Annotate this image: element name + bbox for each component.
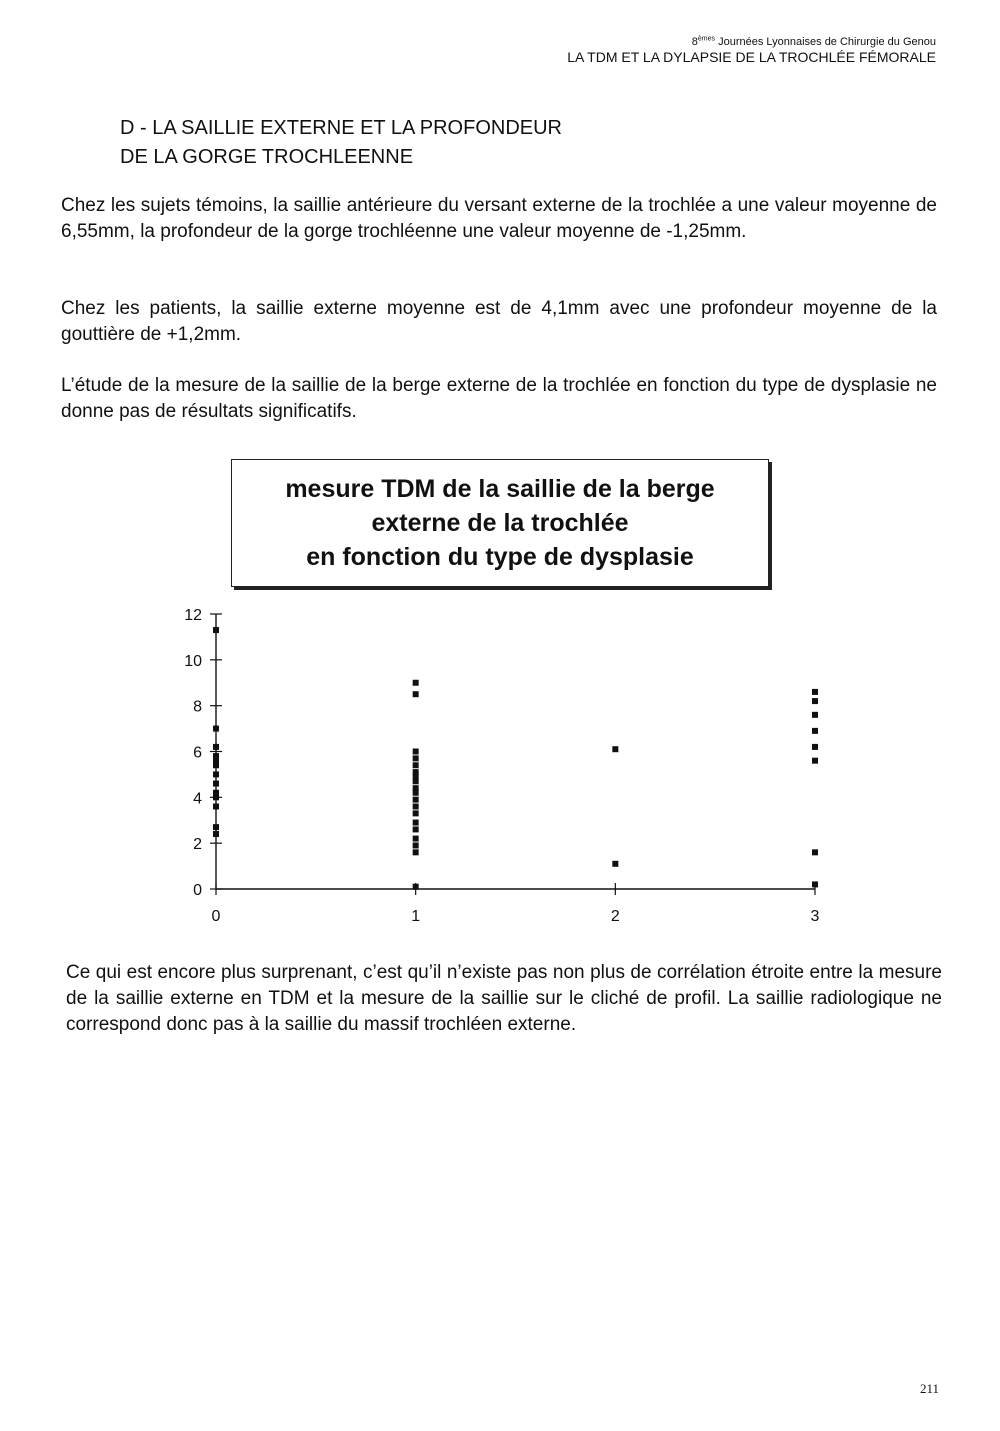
data-point xyxy=(413,826,419,832)
x-tick-label: 3 xyxy=(810,908,820,925)
running-header-title: LA TDM ET LA DYLAPSIE DE LA TROCHLÉE FÉMORALE xyxy=(567,48,936,65)
data-point xyxy=(213,824,219,830)
data-point xyxy=(812,712,818,718)
data-point xyxy=(612,861,618,867)
page-number: 211 xyxy=(920,1381,940,1396)
y-tick-label: 0 xyxy=(193,882,202,899)
chart-title-line: mesure TDM de la saillie de la berge xyxy=(285,475,715,503)
y-tick-label: 4 xyxy=(193,790,202,808)
y-tick-label: 2 xyxy=(193,836,202,854)
data-point xyxy=(413,790,419,796)
data-point xyxy=(413,810,419,816)
section-heading-line: DE LA GORGE TROCHLEENNE xyxy=(120,146,414,168)
data-point xyxy=(812,849,818,855)
x-tick-label: 0 xyxy=(211,908,221,925)
data-point xyxy=(413,849,419,855)
data-point xyxy=(213,831,219,837)
data-point xyxy=(213,744,219,750)
section-heading-line: D - LA SAILLIE EXTERNE ET LA PROFONDEUR xyxy=(120,117,562,139)
running-header-conference: 8èmes Journées Lyonnaises de Chirurgie du Genou xyxy=(691,35,936,48)
data-point xyxy=(812,728,818,734)
data-point xyxy=(812,744,818,750)
data-point xyxy=(213,804,219,810)
chart-title-line: externe de la trochlée xyxy=(371,509,629,537)
data-point xyxy=(413,778,419,784)
data-point xyxy=(213,794,219,800)
data-point xyxy=(213,781,219,787)
data-point xyxy=(213,762,219,768)
data-point xyxy=(413,755,419,761)
data-point xyxy=(213,627,219,633)
x-tick-label: 2 xyxy=(610,908,620,925)
data-point xyxy=(413,842,419,848)
data-point xyxy=(413,680,419,686)
x-tick-label: 1 xyxy=(411,908,421,925)
y-tick-label: 10 xyxy=(184,652,202,670)
data-point xyxy=(213,771,219,777)
paragraph-correlation: Ce qui est encore plus surprenant, c’est qu’il n’existe pas non plus de corrélation étroite entre la mesure de la saillie externe en TDM et la mesure de la saillie sur le cliché de profil. La saillie radiologique ne correspond donc pas à la saillie du massif trochléen externe. xyxy=(66,962,942,1035)
data-point xyxy=(812,689,818,695)
chart-title-line: en fonction du type de dysplasie xyxy=(306,543,694,571)
data-point xyxy=(213,726,219,732)
data-point xyxy=(812,881,818,887)
data-point xyxy=(413,749,419,755)
paragraph-patients: Chez les patients, la saillie externe moyenne est de 4,1mm avec une profondeur moyenne de la gouttière de +1,2mm. xyxy=(61,298,937,345)
data-point xyxy=(413,762,419,768)
data-point xyxy=(413,797,419,803)
data-point xyxy=(812,758,818,764)
data-point xyxy=(413,836,419,842)
y-tick-label: 12 xyxy=(184,607,202,624)
data-point xyxy=(413,820,419,826)
data-point xyxy=(612,746,618,752)
paragraph-controls: Chez les sujets témoins, la saillie antérieure du versant externe de la trochlée a une valeur moyenne de 6,55mm, la profondeur de la gorge trochléenne une valeur moyenne de -1,25mm. xyxy=(61,195,937,242)
paragraph-dysplasia-study: L’étude de la mesure de la saillie de la berge externe de la trochlée en fonction du type de dysplasie ne donne pas de résultats significatifs. xyxy=(61,375,937,422)
data-point xyxy=(413,691,419,697)
data-point xyxy=(413,884,419,890)
y-tick-label: 8 xyxy=(193,698,202,716)
data-point xyxy=(413,804,419,810)
y-tick-label: 6 xyxy=(193,744,202,762)
data-point xyxy=(812,698,818,704)
